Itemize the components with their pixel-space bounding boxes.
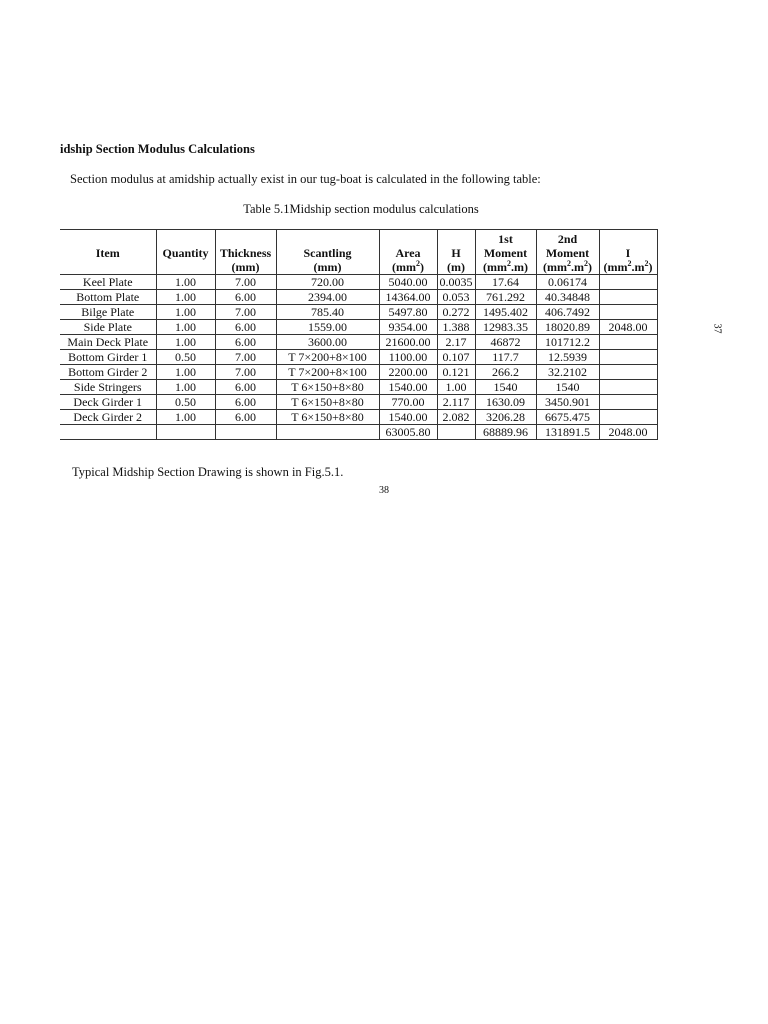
cell-thickness: 6.00 — [215, 380, 276, 395]
unit-h: (m) — [437, 260, 475, 275]
cell-m1: 117.7 — [475, 350, 536, 365]
cell-area: 2200.00 — [379, 365, 437, 380]
table-totals-row — [60, 425, 657, 440]
cell-i — [599, 395, 657, 410]
cell-area: 5497.80 — [379, 305, 437, 320]
cell-h: 0.107 — [437, 350, 475, 365]
cell-item: Bottom Girder 2 — [60, 365, 156, 380]
cell-item: Side Plate — [60, 320, 156, 335]
cell-thickness: 6.00 — [215, 335, 276, 350]
cell-thickness: 7.00 — [215, 305, 276, 320]
header-area: Area — [379, 230, 437, 261]
cell-quantity: 0.50 — [156, 350, 215, 365]
cell-h: 0.272 — [437, 305, 475, 320]
cell-scantling: T 6×150+8×80 — [276, 395, 379, 410]
total-i: 2048.00 — [599, 425, 657, 440]
total-h — [437, 425, 475, 440]
cell-item: Deck Girder 1 — [60, 395, 156, 410]
cell-h: 0.0035 — [437, 275, 475, 290]
cell-h: 0.121 — [437, 365, 475, 380]
intro-paragraph: Section modulus at amidship actually exist in our tug-boat is calculated in the following table: — [70, 172, 541, 186]
table-row — [60, 350, 657, 365]
cell-m1: 1540 — [475, 380, 536, 395]
header-second-moment: 2nd Moment — [536, 230, 599, 261]
table-row — [60, 320, 657, 335]
total-quantity — [156, 425, 215, 440]
total-m2: 131891.5 — [536, 425, 599, 440]
unit-scantling: (mm) — [276, 260, 379, 275]
section-heading: idship Section Modulus Calculations — [60, 142, 255, 156]
cell-quantity: 1.00 — [156, 335, 215, 350]
cell-scantling: T 7×200+8×100 — [276, 350, 379, 365]
cell-thickness: 7.00 — [215, 365, 276, 380]
table-row — [60, 305, 657, 320]
cell-thickness: 7.00 — [215, 275, 276, 290]
cell-quantity: 0.50 — [156, 395, 215, 410]
cell-scantling: 2394.00 — [276, 290, 379, 305]
cell-i — [599, 290, 657, 305]
header-first-moment: 1st Moment — [475, 230, 536, 261]
cell-thickness: 6.00 — [215, 410, 276, 425]
section-modulus-table — [60, 229, 658, 440]
cell-h: 2.117 — [437, 395, 475, 410]
cell-i — [599, 350, 657, 365]
cell-h: 2.17 — [437, 335, 475, 350]
total-item — [60, 425, 156, 440]
cell-m2: 40.34848 — [536, 290, 599, 305]
unit-item — [60, 260, 156, 275]
cell-i — [599, 275, 657, 290]
unit-i: $(mm^2.m^2)$ — [599, 260, 657, 275]
unit-first-moment: $(mm^2.m)$ — [475, 260, 536, 275]
cell-scantling: T 7×200+8×100 — [276, 365, 379, 380]
cell-m1: 3206.28 — [475, 410, 536, 425]
cell-area: 21600.00 — [379, 335, 437, 350]
table-units-row — [60, 260, 657, 275]
unit-second-moment: $(mm^2.m^2)$ — [536, 260, 599, 275]
cell-m2: 12.5939 — [536, 350, 599, 365]
cell-area: 5040.00 — [379, 275, 437, 290]
header-i: I — [599, 230, 657, 261]
cell-quantity: 1.00 — [156, 380, 215, 395]
cell-quantity: 1.00 — [156, 305, 215, 320]
table-row — [60, 410, 657, 425]
cell-area: 1100.00 — [379, 350, 437, 365]
header-scantling: Scantling — [276, 230, 379, 261]
cell-scantling: 720.00 — [276, 275, 379, 290]
table-row — [60, 290, 657, 305]
cell-m2: 3450.901 — [536, 395, 599, 410]
cell-quantity: 1.00 — [156, 275, 215, 290]
table-row — [60, 380, 657, 395]
cell-h: 1.00 — [437, 380, 475, 395]
cell-i — [599, 410, 657, 425]
cell-h: 1.388 — [437, 320, 475, 335]
unit-thickness: (mm) — [215, 260, 276, 275]
cell-m2: 406.7492 — [536, 305, 599, 320]
side-page-number: 37 — [711, 323, 723, 334]
cell-m2: 18020.89 — [536, 320, 599, 335]
total-m1: 68889.96 — [475, 425, 536, 440]
cell-m1: 761.292 — [475, 290, 536, 305]
header-h: H — [437, 230, 475, 261]
header-item: Item — [60, 230, 156, 261]
cell-i — [599, 335, 657, 350]
cell-item: Bilge Plate — [60, 305, 156, 320]
cell-i: 2048.00 — [599, 320, 657, 335]
cell-quantity: 1.00 — [156, 410, 215, 425]
cell-thickness: 7.00 — [215, 350, 276, 365]
cell-item: Bottom Plate — [60, 290, 156, 305]
cell-m1: 266.2 — [475, 365, 536, 380]
cell-quantity: 1.00 — [156, 320, 215, 335]
cell-thickness: 6.00 — [215, 395, 276, 410]
unit-quantity — [156, 260, 215, 275]
figure-reference-text: Typical Midship Section Drawing is shown in Fig.5.1. — [72, 465, 344, 479]
cell-m2: 0.06174 — [536, 275, 599, 290]
cell-m1: 1630.09 — [475, 395, 536, 410]
header-thickness: Thickness — [215, 230, 276, 261]
table-row — [60, 395, 657, 410]
cell-h: 2.082 — [437, 410, 475, 425]
cell-item: Side Stringers — [60, 380, 156, 395]
cell-m1: 46872 — [475, 335, 536, 350]
cell-i — [599, 380, 657, 395]
cell-area: 9354.00 — [379, 320, 437, 335]
cell-item: Keel Plate — [60, 275, 156, 290]
total-scantling — [276, 425, 379, 440]
cell-scantling: T 6×150+8×80 — [276, 410, 379, 425]
cell-quantity: 1.00 — [156, 290, 215, 305]
table-header-row — [60, 230, 657, 261]
cell-area: 770.00 — [379, 395, 437, 410]
cell-thickness: 6.00 — [215, 320, 276, 335]
cell-m1: 17.64 — [475, 275, 536, 290]
cell-quantity: 1.00 — [156, 365, 215, 380]
cell-scantling: 785.40 — [276, 305, 379, 320]
table-row — [60, 365, 657, 380]
cell-item: Main Deck Plate — [60, 335, 156, 350]
unit-area: $(mm^2)$ — [379, 260, 437, 275]
cell-item: Bottom Girder 1 — [60, 350, 156, 365]
total-area: 63005.80 — [379, 425, 437, 440]
cell-m2: 101712.2 — [536, 335, 599, 350]
cell-scantling: 1559.00 — [276, 320, 379, 335]
header-quantity: Quantity — [156, 230, 215, 261]
cell-area: 14364.00 — [379, 290, 437, 305]
cell-scantling: 3600.00 — [276, 335, 379, 350]
total-thickness — [215, 425, 276, 440]
table-row — [60, 275, 657, 290]
cell-item: Deck Girder 2 — [60, 410, 156, 425]
cell-m1: 12983.35 — [475, 320, 536, 335]
cell-m2: 32.2102 — [536, 365, 599, 380]
cell-m2: 1540 — [536, 380, 599, 395]
cell-m1: 1495.402 — [475, 305, 536, 320]
cell-area: 1540.00 — [379, 410, 437, 425]
cell-area: 1540.00 — [379, 380, 437, 395]
page-number: 38 — [379, 485, 389, 496]
cell-i — [599, 365, 657, 380]
table-caption: Table 5.1Midship section modulus calculations — [243, 202, 479, 216]
cell-i — [599, 305, 657, 320]
cell-scantling: T 6×150+8×80 — [276, 380, 379, 395]
table-row — [60, 335, 657, 350]
cell-thickness: 6.00 — [215, 290, 276, 305]
cell-m2: 6675.475 — [536, 410, 599, 425]
cell-h: 0.053 — [437, 290, 475, 305]
